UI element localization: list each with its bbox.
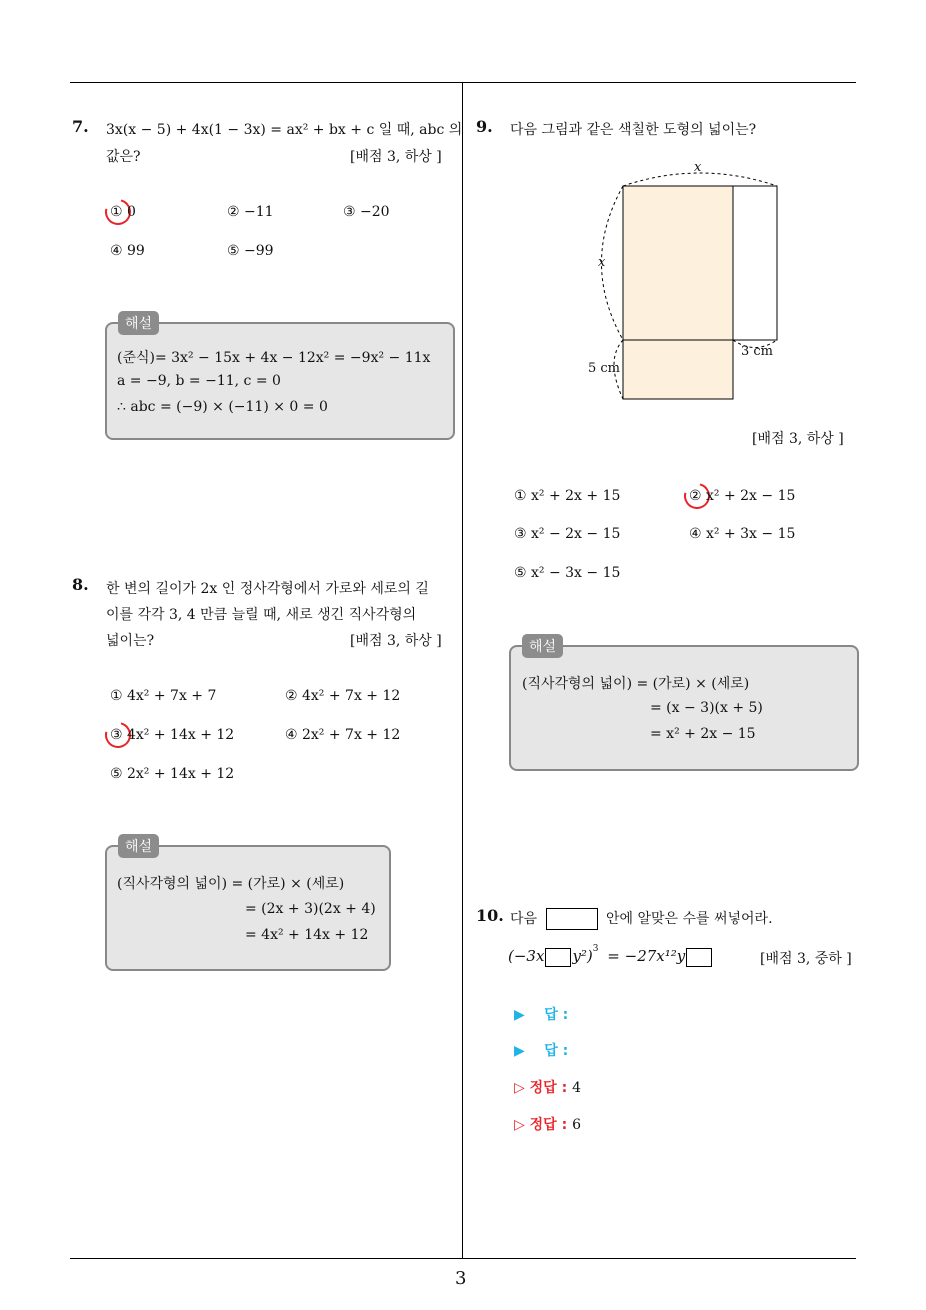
q8-text-line2: 이를 각각 3, 4 만큼 늘릴 때, 새로 생긴 직사각형의 [106,607,417,623]
q9-choice-3[interactable]: ③ x² − 2x − 15 [514,526,621,542]
q10-text-a: 다음 [510,911,538,927]
q9-number: 9. [476,117,493,136]
q10-correct-row-2 [514,1114,581,1134]
triangle-outline-icon: ▷ [514,1117,525,1133]
q7-choice-4[interactable]: ④ 99 [110,243,145,259]
q9-choice-4[interactable]: ④ x² + 3x − 15 [689,526,796,542]
q9-choice-1[interactable]: ① x² + 2x + 15 [514,488,621,504]
page-number: 3 [455,1268,467,1289]
q7-solution-line3: ∴ abc = (−9) × (−11) × 0 = 0 [117,399,328,415]
q9-label-x-top: x [694,160,702,175]
q7-number: 7. [72,117,89,136]
q8-choice-2[interactable]: ② 4x² + 7x + 12 [285,688,401,704]
q7-solution-tag: 해설 [118,311,159,335]
q8-solution-line1: (직사각형의 넓이) = (가로) × (세로) [117,876,345,892]
q8-score: [배점 3, 하상 ] [350,633,442,649]
q8-text-line1: 한 변의 길이가 2x 인 정사각형에서 가로와 세로의 길 [106,581,429,597]
q9-solution-line1: (직사각형의 넓이) = (가로) × (세로) [522,676,750,692]
q10-correct-row-1 [514,1077,581,1097]
q8-choice-4[interactable]: ④ 2x² + 7x + 12 [285,727,401,743]
q7-score: [배점 3, 하상 ] [350,149,442,165]
play-icon: ▶ [514,1007,525,1023]
q9-solution-line2: = (x − 3)(x + 5) [650,700,763,716]
q10-answer-label-1: 답 : [544,1007,569,1023]
q9-text-line1: 다음 그림과 같은 색칠한 도형의 넓이는? [510,122,757,138]
play-icon: ▶ [514,1043,525,1059]
q8-solution-line3: = 4x² + 14x + 12 [245,927,369,943]
q7-choice-3[interactable]: ③ −20 [343,204,390,220]
q10-answer-row-1 [514,1004,568,1024]
q10-correct-label-2: 정답 : [529,1117,568,1133]
column-divider [462,82,463,1258]
triangle-outline-icon: ▷ [514,1080,525,1096]
q10-text-line1 [510,908,773,930]
q10-expr-pow: 3 [592,944,599,954]
top-rule [70,82,856,83]
q10-answer-label-2: 답 : [544,1043,569,1059]
q10-number: 10. [476,906,504,925]
q8-solution-line2: = (2x + 3)(2x + 4) [245,901,376,917]
q9-score: [배점 3, 하상 ] [752,431,844,447]
q8-number: 8. [72,575,89,594]
q8-choice-5[interactable]: ⑤ 2x² + 14x + 12 [110,766,235,782]
q9-label-x-left: x [598,255,606,270]
q10-blank-2[interactable] [686,948,712,967]
q8-choice-3[interactable]: ③ 4x² + 14x + 12 [110,727,235,743]
q9-shaded-rect [623,186,733,399]
q10-text-b: 안에 알맞은 수를 써넣어라. [605,911,773,927]
q10-score: [배점 3, 중하 ] [760,951,852,967]
q10-expr-right: = −27x¹²y [607,947,686,965]
q10-correct-value-2: 6 [572,1117,581,1133]
q10-blank-1[interactable] [545,948,571,967]
q7-choice-1[interactable]: ① 0 [110,204,136,220]
q10-correct-label-1: 정답 : [529,1080,568,1096]
q9-solution-line3: = x² + 2x − 15 [650,726,756,742]
bottom-rule [70,1258,856,1259]
q10-blank-box [546,908,598,930]
q7-choice-2[interactable]: ② −11 [227,204,274,220]
q9-label-5cm: 5 cm [588,361,621,376]
q7-solution-line2: a = −9, b = −11, c = 0 [117,373,281,389]
q8-solution-tag: 해설 [118,834,159,858]
q10-expr-y: y²) [572,947,593,965]
q8-text-line3: 넓이는? [106,633,155,649]
q7-solution-line1: (준식)= 3x² − 15x + 4x − 12x² = −9x² − 11x [117,350,431,366]
q10-answer-row-2 [514,1040,568,1060]
q9-label-3cm: 3 cm [741,344,774,359]
q8-choice-1[interactable]: ① 4x² + 7x + 7 [110,688,217,704]
q7-text-line2: 값은? [106,149,141,165]
q10-expr-left: (−3x [508,947,545,965]
q10-correct-value-1: 4 [572,1080,581,1096]
q9-solution-tag: 해설 [522,634,563,658]
q10-expression [508,944,712,967]
q7-choice-5[interactable]: ⑤ −99 [227,243,274,259]
q9-choice-2[interactable]: ② x² + 2x − 15 [689,488,796,504]
q7-text-line1: 3x(x − 5) + 4x(1 − 3x) = ax² + bx + c 일 때, abc 의 [106,122,463,138]
q9-choice-5[interactable]: ⑤ x² − 3x − 15 [514,565,621,581]
